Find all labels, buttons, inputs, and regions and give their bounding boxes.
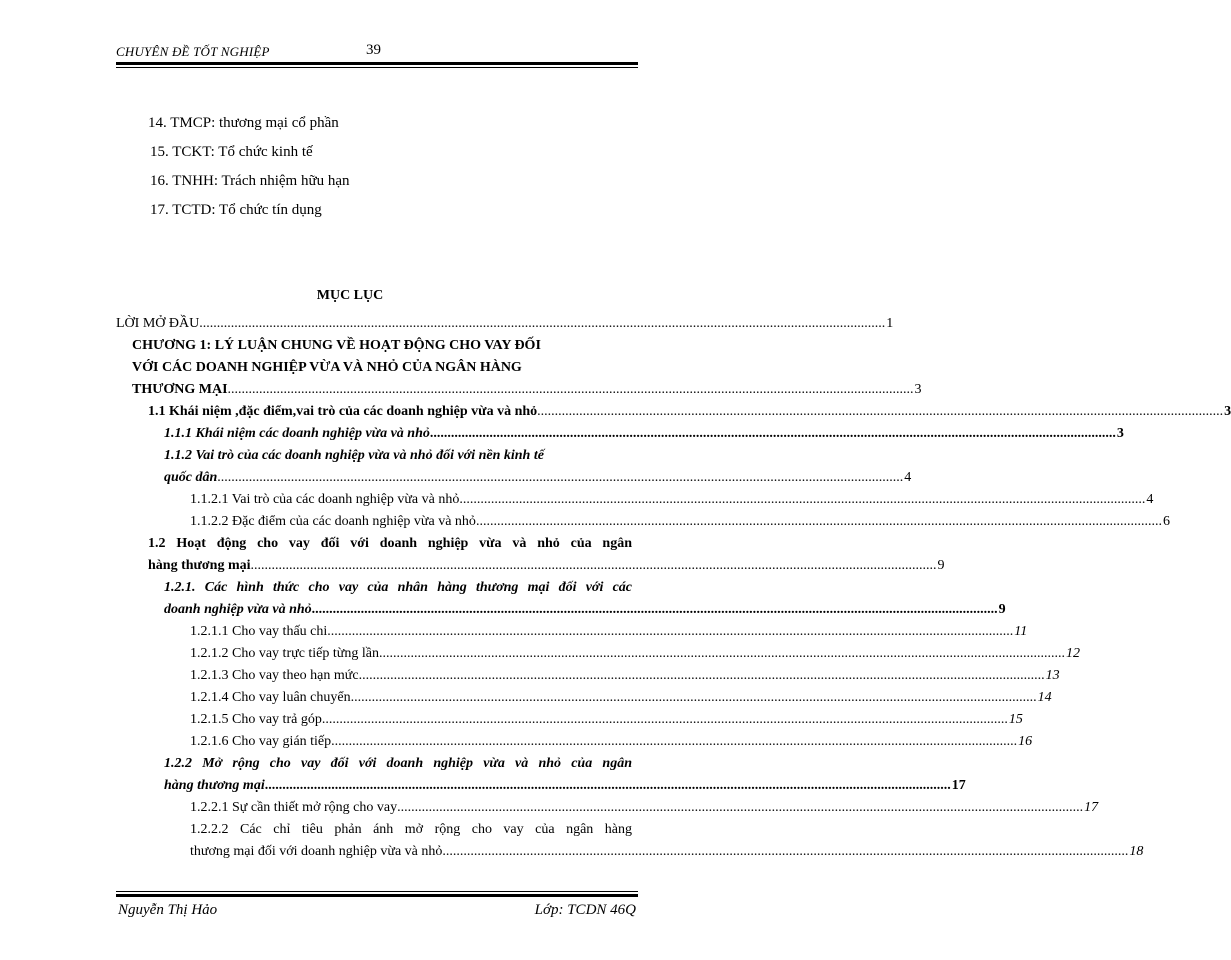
toc-entry-text: 1.2.1.6 Cho vay gián tiếp [190, 734, 332, 749]
toc-entry[interactable] [164, 469, 912, 487]
toc-entry-page: 4 [1146, 492, 1154, 507]
toc-leader: .................................................................................................................................................................................................... [358, 668, 1045, 683]
header-page-number: 39 [366, 42, 381, 58]
toc-entry-page: 12 [1065, 646, 1080, 661]
toc-entry-text: doanh nghiệp vừa và nhỏ [164, 602, 312, 617]
toc-leader: .................................................................................................................................................................................................... [250, 558, 937, 573]
toc-leader: .................................................................................................................................................................................................... [311, 602, 998, 617]
toc-entry-page: 17 [1084, 800, 1099, 815]
toc-entry[interactable] [116, 315, 894, 333]
toc-section-line: 1.2.2 Mở rộng cho vay đối với doanh nghiệp vừa và nhỏ của ngân [164, 756, 632, 771]
toc-leader: .................................................................................................................................................................................................... [327, 624, 1014, 639]
toc-leader: .................................................................................................................................................................................................... [199, 316, 886, 331]
toc-leader: .................................................................................................................................................................................................... [475, 514, 1162, 529]
toc-leader: .................................................................................................................................................................................................... [378, 646, 1065, 661]
toc-leader: .................................................................................................................................................................................................... [429, 426, 1116, 441]
toc-entry-page: 16 [1018, 734, 1033, 749]
toc-entry[interactable] [148, 403, 1231, 421]
toc-entry-text: 1.2.1.4 Cho vay luân chuyển [190, 690, 351, 705]
toc-chapter-line: VỚI CÁC DOANH NGHIỆP VỪA VÀ NHỎ CỦA NGÂN HÀNG [132, 360, 522, 375]
toc-title: MỤC LỤC [316, 288, 384, 303]
toc-chapter-line: CHƯƠNG 1: LÝ LUẬN CHUNG VỀ HOẠT ĐỘNG CHO VAY ĐỐI [132, 338, 541, 353]
toc-entry-page: 14 [1037, 690, 1052, 705]
toc-entry-text: hàng thương mại [164, 778, 265, 793]
toc-leader: .................................................................................................................................................................................................... [227, 382, 914, 397]
toc-entry-page: 18 [1129, 844, 1144, 859]
page-header [116, 40, 636, 62]
header-rule-thin [116, 67, 638, 68]
toc-entry[interactable] [190, 623, 1028, 641]
footer-author: Nguyễn Thị Hảo [118, 902, 218, 918]
toc-entry[interactable] [164, 425, 1124, 443]
toc-entry-page: 11 [1014, 624, 1028, 639]
footer-rule-thick [116, 894, 638, 897]
toc-entry-text: 1.2.2.1 Sự cần thiết mở rộng cho vay [190, 800, 398, 815]
toc-entry-page: 13 [1045, 668, 1060, 683]
toc-entry[interactable] [190, 689, 1052, 707]
toc-entry-text: quốc dân [164, 470, 218, 485]
header-title: CHUYÊN ĐỀ TỐT NGHIỆP [116, 44, 270, 59]
footer-rule-thin [116, 891, 638, 892]
toc-entry-page: 3 [1224, 404, 1231, 419]
toc-leader: .................................................................................................................................................................................................... [217, 470, 904, 485]
toc-entry-page: 15 [1008, 712, 1023, 727]
toc-entry[interactable] [148, 557, 945, 575]
toc-entry[interactable] [164, 777, 966, 795]
abbreviation-item: 14. TMCP: thương mại cổ phần [148, 115, 339, 131]
toc-entry-page: 9 [998, 602, 1006, 617]
toc-leader: .................................................................................................................................................................................................... [331, 734, 1018, 749]
toc-entry[interactable] [190, 843, 1144, 861]
toc-entry-text: THƯƠNG MẠI [132, 382, 228, 397]
toc-entry[interactable] [190, 711, 1023, 729]
toc-section-line: 1.2.1. Các hình thức cho vay của nhân hàng thương mại đối với các [164, 580, 632, 595]
toc-leader: .................................................................................................................................................................................................... [350, 690, 1037, 705]
abbreviation-item: 16. TNHH: Trách nhiệm hữu hạn [150, 173, 350, 189]
toc-entry[interactable] [190, 513, 1170, 531]
toc-entry-text: 1.1.1 Khái niệm các doanh nghiệp vừa và nhỏ [164, 426, 430, 441]
abbreviation-item: 17. TCTD: Tổ chức tín dụng [150, 202, 322, 218]
toc-entry[interactable] [190, 491, 1154, 509]
toc-section-line: 1.1.2 Vai trò của các doanh nghiệp vừa và nhỏ đối với nền kinh tế [164, 448, 544, 463]
toc-entry-text: LỜI MỞ ĐẦU [116, 316, 200, 331]
toc-entry-text: hàng thương mại [148, 558, 251, 573]
toc-entry-page: 1 [886, 316, 894, 331]
toc-leader: .................................................................................................................................................................................................... [397, 800, 1084, 815]
toc-entry-page: 6 [1162, 514, 1170, 529]
toc-entry-text: 1.1.2.2 Đặc điểm của các doanh nghiệp vừa và nhỏ [190, 514, 476, 529]
toc-leader: .................................................................................................................................................................................................... [321, 712, 1008, 727]
toc-leader: .................................................................................................................................................................................................... [537, 404, 1224, 419]
toc-entry-text: 1.2.1.5 Cho vay trả góp [190, 712, 322, 727]
toc-section-line: 1.2 Hoạt động cho vay đối với doanh nghiệp vừa và nhỏ của ngân [148, 536, 632, 551]
toc-entry-text: 1.2.1.2 Cho vay trực tiếp từng lần [190, 646, 379, 661]
toc-entry[interactable] [190, 645, 1080, 663]
abbreviation-item: 15. TCKT: Tổ chức kinh tế [150, 144, 313, 160]
toc-entry[interactable] [164, 601, 1006, 619]
toc-entry-text: thương mại đối với doanh nghiệp vừa và nhỏ [190, 844, 443, 859]
toc-entry-text: 1.1 Khái niệm ,đặc điểm,vai trò của các doanh nghiệp vừa và nhỏ [148, 404, 538, 419]
toc-entry-page: 3 [1116, 426, 1124, 441]
toc-entry-page: 3 [914, 382, 922, 397]
toc-entry[interactable] [132, 381, 922, 399]
toc-leader: .................................................................................................................................................................................................... [442, 844, 1129, 859]
toc-entry-page: 9 [937, 558, 945, 573]
toc-entry[interactable] [190, 733, 1033, 751]
toc-leader: .................................................................................................................................................................................................... [264, 778, 951, 793]
toc-section-line: 1.2.2.2 Các chỉ tiêu phản ánh mở rộng cho vay của ngân hàng [190, 822, 632, 837]
toc-entry[interactable] [190, 799, 1099, 817]
toc-entry[interactable] [190, 667, 1060, 685]
toc-entry-text: 1.2.1.1 Cho vay thấu chi [190, 624, 328, 639]
toc-entry-page: 17 [951, 778, 966, 793]
toc-entry-page: 4 [904, 470, 912, 485]
toc-entry-text: 1.2.1.3 Cho vay theo hạn mức [190, 668, 359, 683]
toc-entry-text: 1.1.2.1 Vai trò của các doanh nghiệp vừa và nhỏ [190, 492, 460, 507]
header-rule-thick [116, 62, 638, 65]
footer-class: Lớp: TCDN 46Q [534, 902, 636, 918]
toc-leader: .................................................................................................................................................................................................... [459, 492, 1146, 507]
